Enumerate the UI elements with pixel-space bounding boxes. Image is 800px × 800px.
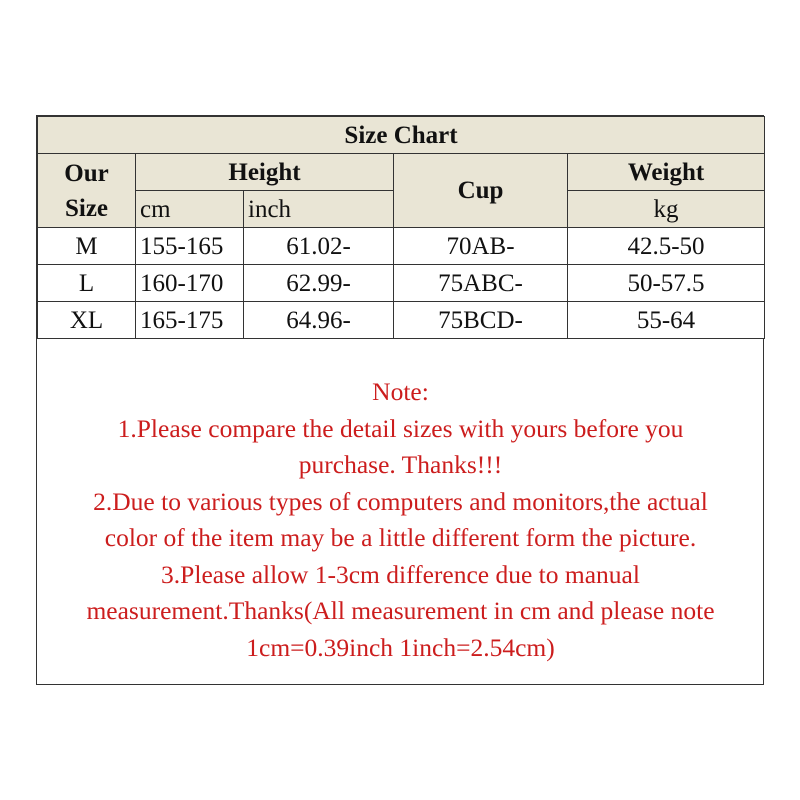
note-line: purchase. Thanks!!! xyxy=(298,450,503,479)
cup-cell: 70AB- xyxy=(394,228,568,265)
note-line: color of the item may be a little different form the picture. xyxy=(104,523,697,552)
our-size-header-line2: Size xyxy=(64,194,109,222)
inch-cell: 61.02- xyxy=(244,228,394,265)
table-row xyxy=(38,265,765,302)
cm-cell: 155-165 xyxy=(136,228,244,265)
size-cell: M xyxy=(38,228,136,265)
weight-header: Weight xyxy=(568,154,765,191)
our-size-header-line1: Our xyxy=(64,159,109,187)
inch-cell: 64.96- xyxy=(244,302,394,339)
size-chart xyxy=(36,115,764,685)
cup-cell: 75BCD- xyxy=(394,302,568,339)
cup-cell: 75ABC- xyxy=(394,265,568,302)
height-inch-header: inch xyxy=(244,191,394,228)
chart-title: Size Chart xyxy=(38,117,765,154)
weight-cell: 55-64 xyxy=(568,302,765,339)
weight-cell: 42.5-50 xyxy=(568,228,765,265)
table-row xyxy=(38,302,765,339)
table-row xyxy=(38,228,765,265)
height-header: Height xyxy=(136,154,394,191)
cm-cell: 165-175 xyxy=(136,302,244,339)
notes-block xyxy=(37,374,764,666)
note-line: 2.Due to various types of computers and monitors,the actual xyxy=(93,486,708,516)
note-line: measurement.Thanks(All measurement in cm and please note xyxy=(86,596,715,625)
note-heading: Note: xyxy=(372,377,429,406)
inch-cell: 62.99- xyxy=(244,265,394,302)
note-line: 1cm=0.39inch 1inch=2.54cm) xyxy=(246,632,555,662)
size-cell: L xyxy=(38,265,136,302)
weight-unit-header: kg xyxy=(568,191,765,228)
size-table xyxy=(37,116,765,339)
weight-cell: 50-57.5 xyxy=(568,265,765,302)
size-cell: XL xyxy=(38,302,136,339)
height-cm-header: cm xyxy=(136,191,244,228)
cm-cell: 160-170 xyxy=(136,265,244,302)
note-line: 3.Please allow 1-3cm difference due to manual xyxy=(161,559,640,589)
note-line: 1.Please compare the detail sizes with yours before you xyxy=(117,413,684,443)
cup-header: Cup xyxy=(394,154,568,228)
our-size-header xyxy=(38,154,136,228)
